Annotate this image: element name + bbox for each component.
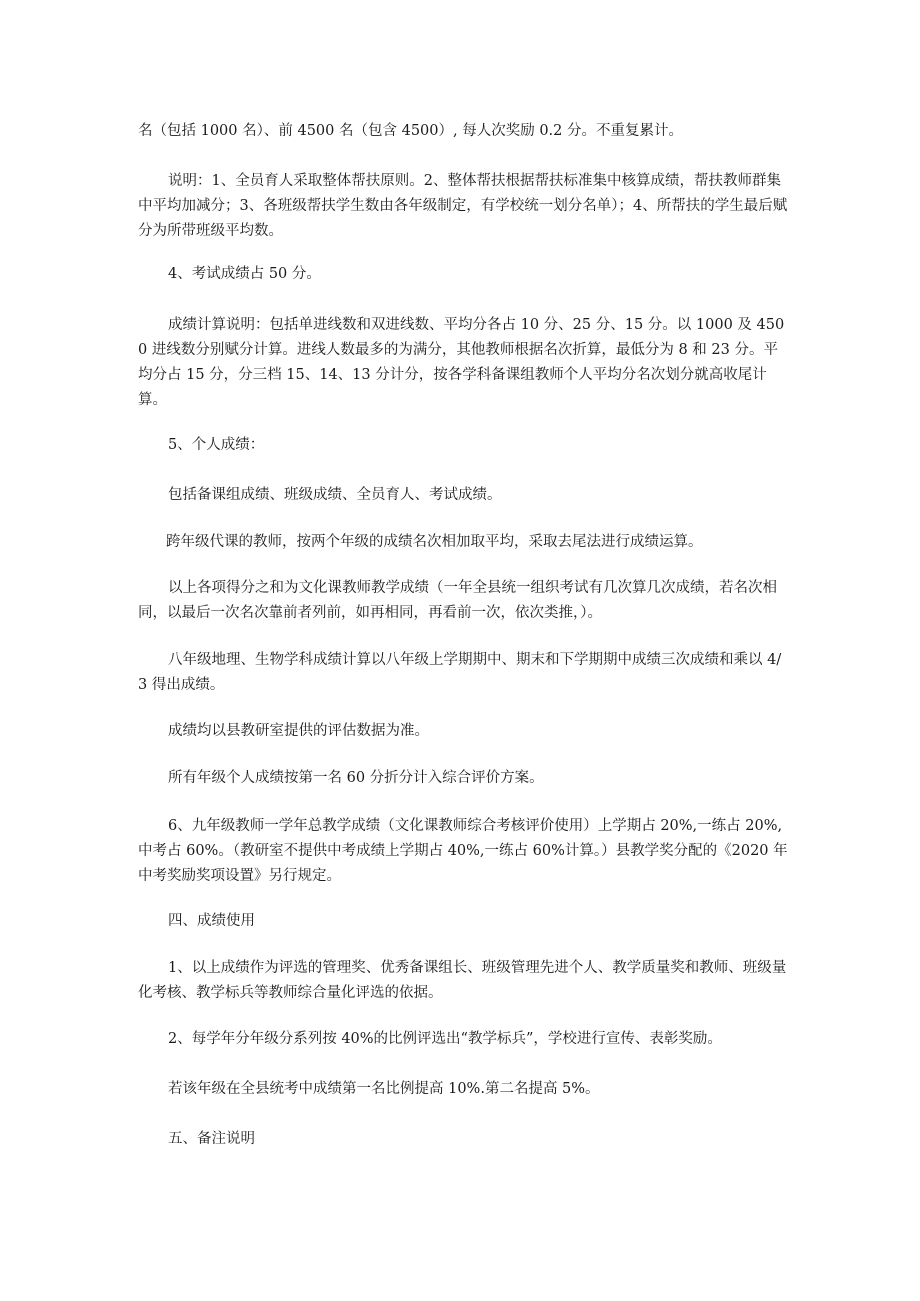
heading-remarks: 五、备注说明 [168,1131,255,1147]
paragraph-cross-grade-teachers: 跨年级代课的教师，按两个年级的成绩名次相加取平均，采取去尾法进行成绩运算。 [166,534,703,550]
heading-personal-score: 5、个人成绩： [168,437,265,453]
paragraph-data-source: 成绩均以县教研室提供的评估数据为准。 [168,723,429,739]
paragraph-score-calculation: 成绩计算说明：包括单进线数和双进线数、平均分各占 10 分、25 分、15 分。以 1000 及 4500 进线数分别赋分计算。进线人数最多的为满分，其他教师根据名次折算，最低分为 8 和 23 分。平均分占 15 分，分三档 15、14、13 分计分，按各学科备课组教师个人平均分名次划分就高收尾计算。 [138,317,785,408]
paragraph-ratio-increase: 若该年级在全县统考中成绩第一名比例提高 10%.第二名提高 5%。 [168,1081,600,1097]
paragraph-score-conversion: 所有年级个人成绩按第一名 60 分折分计入综合评价方案。 [168,770,544,786]
heading-score-usage: 四、成绩使用 [168,913,255,929]
paragraph-teaching-model-selection: 2、每学年分年级分系列按 40%的比例评选出“教学标兵”，学校进行宣传、表彰奖励。 [168,1031,722,1047]
paragraph-personal-score-components: 包括备课组成绩、班级成绩、全员育人、考试成绩。 [168,487,502,503]
paragraph-total-teaching-score: 以上各项得分之和为文化课教师教学成绩（一年全县统一组织考试有几次算几次成绩，若名次相同，以最后一次名次靠前者列前，如再相同，再看前一次，依次类推，）。 [138,580,777,621]
paragraph-explanation-whole-staff: 说明：1、全员育人采取整体帮扶原则。2、整体帮扶根据帮扶标准集中核算成绩，帮扶教师群集中平均加减分；3、各班级帮扶学生数由各年级制定，有学校统一划分名单）；4、所帮扶的学生最后赋分为所带班级平均数。 [138,173,788,239]
paragraph-grade9-total-score: 6、九年级教师一学年总教学成绩（文化课教师综合考核评价使用）上学期占 20%,一练占 20%,中考占 60%。（教研室不提供中考成绩上学期占 40%,一练占 60%计算。）县教学奖分配的《2020 年中考奖励奖项设置》另行规定。 [138,818,788,884]
paragraph-grade8-geography-biology: 八年级地理、生物学科成绩计算以八年级上学期期中、期末和下学期期中成绩三次成绩和乘以 4/3 得出成绩。 [138,652,782,693]
paragraph-award-continuation: 名（包括 1000 名）、前 4500 名（包含 4500）, 每人次奖励 0.2 分。不重复累计。 [138,123,683,139]
heading-exam-score: 4、考试成绩占 50 分。 [168,266,321,282]
paragraph-usage-basis: 1、以上成绩作为评选的管理奖、优秀备课组长、班级管理先进个人、教学质量奖和教师、班级量化考核、教学标兵等教师综合量化评选的依据。 [138,960,787,1001]
